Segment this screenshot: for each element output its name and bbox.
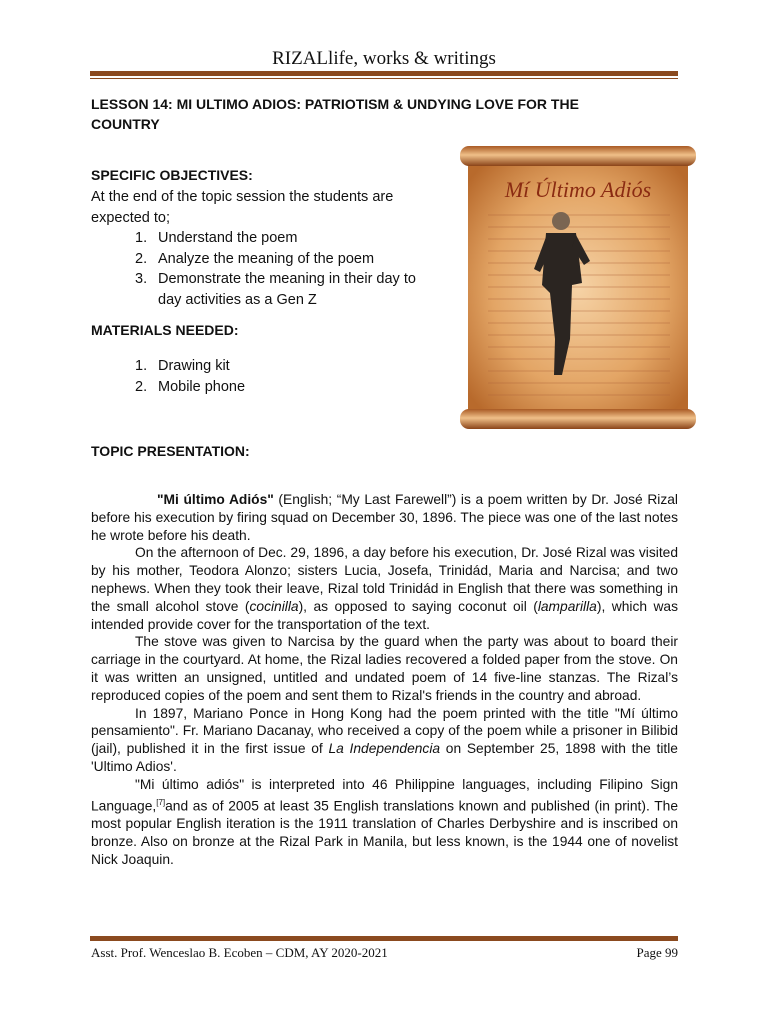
list-item: 1. Drawing kit [135,358,230,374]
topic-heading: TOPIC PRESENTATION: [91,443,250,459]
objectives-list [135,228,435,310]
list-item: 2. Analyze the meaning of the poem [135,250,375,267]
objectives-intro: At the end of the topic session the students are expected to; [91,189,394,226]
lesson-title: LESSON 14: MI ULTIMO ADIOS: PATRIOTISM & UNDYING LOVE FOR THE COUNTRY [91,96,579,132]
page-number: Page 99 [636,945,678,960]
footer-author: Asst. Prof. Wenceslao B. Ecoben – CDM, AY 2020-2021 [91,945,388,960]
citation-link[interactable]: [7] [156,797,166,807]
paragraph: In 1897, Mariano Ponce in Hong Kong had the poem printed with the title "Mí último pensamiento". Fr. Mariano Dacanay, who received a copy of the poem while a prisoner in Bilibid (jail), published it in the first issue of La Independencia on September 25, 1898 with the title 'Ultimo Adios'. [91,705,678,774]
paragraph: On the afternoon of Dec. 29, 1896, a day before his execution, Dr. José Rizal was visited by his mother, Teodora Alonzo; sisters Lucia, Josefa, Trinidád, Maria and Narcisa; and two nephews. When they took their leave, Rizal told Trinidád in English that there was something in the small alcohol stove (cocinilla), as opposed to saying coconut oil (lamparilla), which was intended provide cover for the transportation of the text. [91,545,679,632]
list-item: 1. Understand the poem [135,230,298,246]
mi-ultimo-adios-scroll-image [458,143,698,433]
paragraph: "Mi último adiós" is interpreted into 46 Philippine languages, including Filipino Sign Language,[7]and as of 2005 at least 35 English translations known and published (in print). The most popular English iteration is the 1911 translation of Charles Derbyshire and is inscribed on bronze. Also on bronze at the Rizal Park in Manila, but less known, is the 1944 one of novelist Nick Joaquin. [91,776,678,867]
paragraph: "Mi último Adiós" (English; “My Last Farewell”) is a poem written by Dr. José Rizal before his execution by firing squad on December 30, 1896. The piece was one of the last notes he wrote before his death. [91,492,678,543]
scroll-title-text: Mí Último Adiós [504,177,652,202]
topic-body [91,491,678,868]
list-item: 2. Mobile phone [135,378,246,395]
materials-list [135,356,435,397]
header-rule-thin [90,78,678,79]
paragraph: The stove was given to Narcisa by the guard when the party was about to board their carriage in the courtyard. At home, the Rizal ladies recovered a folded paper from the stove. On it was written an unsigned, untitled and undated poem of 14 five-line stanzas. The Rizal’s reproduced copies of the poem and sent them to Rizal's friends in the country and abroad. [91,634,678,703]
footer-rule-thick [90,936,678,941]
header-title: RIZALlife, works & writings [272,48,496,69]
materials-heading: MATERIALS NEEDED: [91,322,239,338]
header-rule-thick [90,71,678,76]
list-item: 3. Demonstrate the meaning in their day to day activities as a Gen Z [135,271,416,308]
objectives-heading: SPECIFIC OBJECTIVES: [91,167,253,183]
